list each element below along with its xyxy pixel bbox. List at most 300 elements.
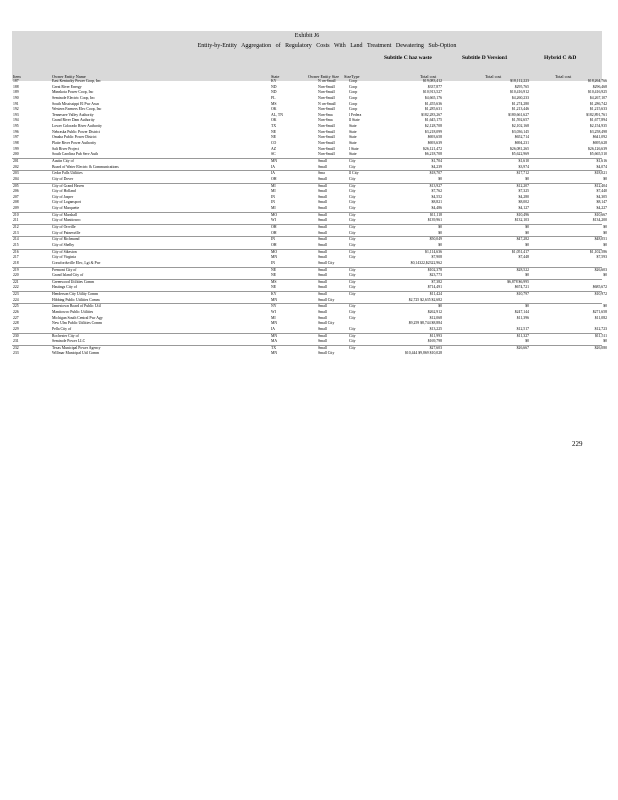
cell-cost-hybrid: $18,021 — [594, 171, 607, 176]
cell-cost-subtitle-d: $11,327 — [516, 333, 529, 338]
cell-cost-subtitle-d: $26,081,265 — [510, 146, 529, 151]
cell-size-type: City — [349, 304, 356, 309]
cell-cost-subtitle-c: $3,218,099 — [424, 129, 442, 134]
cell-entity-size: Small — [318, 242, 327, 247]
cell-owner-name: City of Sikeston — [52, 249, 77, 254]
cell-state: OH — [271, 230, 277, 235]
table-row — [12, 249, 607, 256]
cell-entity-size: Non-Small — [318, 146, 335, 151]
cell-cost-subtitle-c: $337,877 — [427, 84, 442, 89]
table-row — [12, 170, 607, 177]
cell-cost-hybrid: $10,972 — [594, 292, 607, 297]
cell-size-type: City — [349, 225, 356, 230]
subtitle-c-heading: Subtitle C haz waste — [384, 55, 432, 61]
page-number: 229 — [572, 440, 583, 448]
cell-item-number: 231 — [13, 339, 19, 344]
cell-cost-subtitle-c: $8,821 — [431, 200, 442, 205]
cell-owner-name: Jamestown Board of Public Util — [52, 304, 101, 309]
cell-item-number: 189 — [13, 90, 19, 95]
cell-cost-subtitle-d: $0 — [525, 242, 529, 247]
hybrid-heading: Hybrid C &D — [544, 55, 577, 61]
cell-size-type: State — [349, 152, 357, 157]
cell-cost-subtitle-d: $6,878 $6,995 — [507, 279, 529, 284]
cell-cost-subtitle-c: $7,382 — [431, 279, 442, 284]
cell-size-type: City — [349, 189, 356, 194]
cell-cost-hybrid: $1,616 — [596, 158, 607, 163]
cell-cost-subtitle-d: $652,714 — [514, 135, 529, 140]
cell-entity-size: Small — [318, 267, 327, 272]
cell-cost-hybrid: $0 — [603, 225, 607, 230]
cell-entity-size: Non-Small — [318, 90, 335, 95]
cell-cost-subtitle-d: $10,416,912 — [510, 90, 529, 95]
cell-owner-name: Platte River Power Authority — [52, 141, 97, 146]
cell-item-number: 232 — [13, 345, 19, 350]
cell-owner-name: City of Virginia — [52, 255, 76, 260]
cell-size-type: City — [349, 230, 356, 235]
cell-size-type: City — [349, 212, 356, 217]
cell-cost-subtitle-c: $18,707 — [429, 171, 442, 176]
cell-state: MS — [271, 279, 277, 284]
cell-cost-hybrid: $695,628 — [592, 141, 607, 146]
col-cost-hybrid: Total cost — [555, 74, 572, 79]
subtitle-d-heading: Subtitle D Version1 — [462, 55, 508, 61]
cell-item-number: 221 — [13, 279, 19, 284]
cell-cost-subtitle-d: $8,002 — [518, 200, 529, 205]
cell-owner-name: South Carolina Pub Serv Auth — [52, 152, 98, 157]
cell-cost-subtitle-d: $247,144 — [514, 309, 529, 314]
cell-cost-subtitle-d: $0 — [525, 339, 529, 344]
cell-state: KY — [271, 79, 277, 83]
cell-item-number: 215 — [13, 242, 19, 247]
cell-owner-name: Rochester City of — [52, 333, 79, 338]
cell-cost-subtitle-d: $3,036,145 — [511, 129, 529, 134]
cell-owner-name: City of Richmond — [52, 237, 80, 242]
cell-entity-size: Small — [318, 273, 327, 278]
cell-entity-size: Sma — [318, 171, 325, 176]
cell-state: MN — [271, 333, 278, 338]
cell-state: IA — [271, 164, 276, 169]
cell-entity-size: Small City — [318, 351, 335, 356]
cell-item-number: 193 — [13, 112, 19, 117]
cell-cost-hybrid: $12,404 — [594, 183, 607, 188]
cell-cost-hybrid: $0 — [603, 242, 607, 247]
cell-item-number: 187 — [13, 79, 19, 83]
cell-size-type: City — [349, 158, 356, 163]
cell-size-type: City — [349, 164, 356, 169]
cell-cost-hybrid: $271,658 — [592, 309, 607, 314]
cell-state: OH — [271, 225, 277, 230]
cell-cost-hybrid: $26,603 — [594, 267, 607, 272]
cell-item-number: 213 — [13, 230, 19, 235]
col-state: State — [271, 74, 280, 79]
cell-owner-name: Minnkota Power Coop, Inc — [52, 90, 94, 95]
cell-state: OH — [271, 242, 277, 247]
cell-cost-subtitle-c: $1,645,175 — [424, 118, 442, 123]
col-cost-c: Total cost — [420, 74, 437, 79]
cell-entity-size: Small — [318, 292, 327, 297]
cell-item-number: 198 — [13, 141, 19, 146]
cell-cost-hybrid: $4,227 — [596, 206, 607, 211]
cell-state: MI — [271, 183, 276, 188]
cell-state: MI — [271, 315, 276, 320]
cell-owner-name: Willmar Municipal Util Comm — [52, 351, 100, 356]
cell-cost-hybrid: $0 — [603, 304, 607, 309]
cell-cost-subtitle-d: $0 — [525, 225, 529, 230]
cell-item-number: 205 — [13, 183, 19, 188]
cell-item-number: 207 — [13, 194, 19, 199]
cell-owner-name: Salt River Project — [52, 146, 79, 151]
cell-cost-subtitle-d: $28,522 — [516, 267, 529, 272]
cell-size-type: City — [349, 176, 356, 181]
cell-cost-subtitle-d: $12,207 — [516, 183, 529, 188]
cell-owner-name: Austin City of — [52, 158, 74, 163]
cell-cost-subtitle-c: $0 — [438, 304, 442, 309]
cell-item-number: 230 — [13, 333, 19, 338]
cell-cost-subtitle-c: $23,773 — [429, 273, 442, 278]
cell-size-type: Coop — [349, 90, 358, 95]
cell-cost-subtitle-d: $3,974 — [518, 164, 529, 169]
cell-owner-name: Michigan South Central Pwr Agy — [52, 315, 103, 320]
cell-owner-name: East Kentucky Power Coop, Inc — [52, 79, 101, 83]
cell-state: MN — [271, 351, 278, 356]
cell-state: MA — [271, 339, 278, 344]
cell-owner-name: Texas Municipal Power Agency — [52, 345, 101, 350]
cell-owner-name: Seminole Power LLC — [52, 339, 86, 344]
cell-size-type: Coop — [349, 95, 358, 100]
cell-cost-subtitle-d: $2,102,168 — [511, 124, 529, 129]
cell-cost-hybrid: $26,080 — [594, 345, 607, 350]
cell-item-number: 201 — [13, 158, 19, 163]
cell-item-number: 222 — [13, 285, 19, 290]
cell-cost-hybrid: $1,286,742 — [589, 101, 607, 106]
cell-entity-size: Non-Small — [318, 124, 335, 129]
cell-cost-hybrid: $10,667 — [594, 212, 607, 217]
cell-item-number: 227 — [13, 315, 19, 320]
cell-size-type: City — [349, 292, 356, 297]
cell-item-number: 226 — [13, 309, 19, 314]
cell-entity-size: Small City — [318, 297, 335, 302]
cell-item-number: 233 — [13, 351, 19, 356]
cell-cost-hybrid: $4,074 — [596, 164, 607, 169]
cell-entity-size: Non-Small — [318, 107, 335, 112]
cell-cost-subtitle-c: $693,639 — [427, 141, 442, 146]
cell-cost-subtitle-d: $694,231 — [514, 141, 529, 146]
cell-size-type: State — [349, 129, 357, 134]
cell-cost-subtitle-c: $27,603 — [429, 345, 442, 350]
cell-state: MN — [271, 255, 278, 260]
cell-cost-hybrid: $1,215,633 — [589, 107, 607, 112]
cell-owner-name: Tennessee Valley Authority — [52, 112, 94, 117]
cell-item-number: 210 — [13, 212, 19, 217]
cell-size-type: City — [349, 315, 356, 320]
cell-item-number: 214 — [13, 237, 19, 242]
cell-cost-subtitle-c: $0 — [438, 176, 442, 181]
cell-cost-subtitle-c: $4,239 — [431, 164, 442, 169]
cell-cost-subtitle-c: $13,927 — [429, 183, 442, 188]
cell-cost-subtitle-c: $169,798 — [427, 339, 442, 344]
cell-entity-size: Small — [318, 285, 327, 290]
cell-cost-subtitle-c: $1,285,631 — [424, 107, 442, 112]
cell-state: IN — [271, 200, 276, 205]
cell-cost-subtitle-c: $1,455,636 — [424, 101, 442, 106]
cell-item-number: 191 — [13, 101, 19, 106]
cell-entity-size: Small City — [318, 260, 335, 265]
cell-state: NE — [271, 285, 277, 290]
cell-state: MN — [271, 158, 278, 163]
cell-item-number: 224 — [13, 297, 19, 302]
cell-size-type: Coop — [349, 79, 358, 83]
cell-cost-hybrid: $4,267,107 — [589, 95, 607, 100]
cell-state: TX — [271, 345, 277, 350]
cell-entity-size: Small — [318, 158, 327, 163]
cell-owner-name: Grand River Dam Authority — [52, 118, 95, 123]
cell-cost-subtitle-d: $47,282 — [516, 237, 529, 242]
cell-size-type: City — [349, 309, 356, 314]
cell-size-type: City — [349, 218, 356, 223]
table-row — [12, 224, 607, 231]
cell-entity-size: Non-Small — [318, 135, 335, 140]
cell-cost-subtitle-c: $9,259 $8,744 $8,884 — [408, 321, 442, 326]
cell-state: OH — [271, 176, 277, 181]
cell-cost-hybrid: $10,416,925 — [588, 90, 607, 95]
cell-cost-subtitle-c: $12,068 — [429, 315, 442, 320]
cell-item-number: 188 — [13, 84, 19, 89]
cell-state: AZ — [271, 146, 277, 151]
cell-owner-name: City of Grand Haven — [52, 183, 84, 188]
cell-size-type: City — [349, 242, 356, 247]
cell-entity-size: Small — [318, 345, 327, 350]
cell-state: WI — [271, 218, 276, 223]
cell-cost-subtitle-d: $0 — [525, 230, 529, 235]
cell-entity-size: Small — [318, 333, 327, 338]
cell-item-number: 192 — [13, 107, 19, 112]
table-header-band — [12, 31, 602, 81]
cell-item-number: 208 — [13, 200, 19, 205]
cell-cost-hybrid: $4,305 — [596, 194, 607, 199]
cell-owner-name: City of Dover — [52, 176, 74, 181]
cell-entity-size: Non-Small — [318, 84, 335, 89]
cell-owner-name: City of Manitowoc — [52, 218, 81, 223]
cell-cost-subtitle-d: $12,517 — [516, 326, 529, 331]
cell-state: NE — [271, 273, 277, 278]
cell-size-type: City — [349, 206, 356, 211]
cell-state: MI — [271, 206, 276, 211]
table-row — [12, 236, 607, 243]
cell-item-number: 203 — [13, 171, 19, 176]
cell-entity-size: Non-Sma — [318, 118, 333, 123]
cell-owner-name: City of Painesville — [52, 230, 81, 235]
cell-cost-subtitle-c: $2,725 $2,635 $2,682 — [408, 297, 442, 302]
cell-entity-size: Small — [318, 200, 327, 205]
cell-owner-name: Greenwood Utilities Comm — [52, 279, 95, 284]
cell-owner-name: Hibbing Public Utilities Comm — [52, 297, 100, 302]
cell-item-number: 196 — [13, 129, 19, 134]
cell-cost-subtitle-c: $7,762 — [431, 189, 442, 194]
cell-owner-name: City of Jasper — [52, 194, 74, 199]
col-owner: Owner Entity Name — [52, 74, 86, 79]
cell-owner-name: Henderson City Utility Comm — [52, 292, 99, 297]
cell-owner-name: City of Orrville — [52, 225, 76, 230]
cell-entity-size: Small — [318, 225, 327, 230]
cell-cost-subtitle-c: $262,912 — [427, 309, 442, 314]
cell-item-number: 197 — [13, 135, 19, 140]
cell-state: MN — [271, 297, 278, 302]
cell-owner-name: City of Marquette — [52, 206, 80, 211]
cell-cost-hybrid: $685,672 — [592, 285, 607, 290]
cell-cost-subtitle-c: $0,14322,$2322,962 — [410, 260, 442, 265]
cell-size-type: City — [349, 273, 356, 278]
cell-owner-name: Cedar Falls Utilities — [52, 171, 83, 176]
data-table — [12, 79, 607, 357]
cell-item-number: 228 — [13, 321, 19, 326]
col-item: Item — [13, 74, 21, 79]
cell-owner-name: City of Shelby — [52, 242, 75, 247]
cell-size-type: State — [349, 124, 357, 129]
cell-state: TX — [271, 124, 277, 129]
cell-cost-subtitle-d: $18,112,223 — [510, 79, 529, 83]
table-row — [12, 279, 602, 286]
cell-owner-name: New Ulm Public Utilities Comm — [52, 321, 102, 326]
cell-entity-size: Small — [318, 164, 327, 169]
cell-item-number: 212 — [13, 225, 19, 230]
cell-entity-size: Small — [318, 249, 327, 254]
cell-cost-subtitle-d: $10,797 — [516, 292, 529, 297]
cell-cost-hybrid: $296,468 — [592, 84, 607, 89]
col-size: Owner Entity Size — [308, 74, 339, 79]
cell-cost-hybrid: $3,258,498 — [589, 129, 607, 134]
cell-size-type: City — [349, 255, 356, 260]
cell-state: SC — [271, 152, 276, 157]
cell-cost-hybrid: $11,082 — [594, 315, 607, 320]
cell-cost-subtitle-d: $180,661,627 — [508, 112, 529, 117]
cell-state: IN — [271, 237, 276, 242]
cell-size-type: City — [349, 200, 356, 205]
cell-item-number: 218 — [13, 260, 19, 265]
cell-cost-hybrid: $7,440 — [596, 189, 607, 194]
cell-cost-subtitle-c: $4,665,176 — [424, 95, 442, 100]
cell-state: MO — [271, 212, 278, 217]
col-cost-d: Total cost — [485, 74, 502, 79]
cell-cost-subtitle-c: $7,908 — [431, 255, 442, 260]
cell-owner-name: Pella City of — [52, 326, 72, 331]
cell-cost-subtitle-c: $0 — [438, 242, 442, 247]
cell-owner-name: Board of Water Electric & Communications — [52, 164, 119, 169]
cell-cost-hybrid: $48,051 — [594, 237, 607, 242]
cell-size-type: l State — [349, 146, 359, 151]
cell-state: MN — [271, 321, 278, 326]
cell-entity-size: Small — [318, 315, 327, 320]
cell-cost-hybrid: $2,154,935 — [589, 124, 607, 129]
col-type: SizeType — [344, 74, 360, 79]
cell-item-number: 220 — [13, 273, 19, 278]
cell-cost-subtitle-d: $132,103 — [514, 218, 529, 223]
cell-item-number: 216 — [13, 249, 19, 254]
table-row — [12, 351, 602, 357]
cell-cost-subtitle-d: $26,667 — [516, 345, 529, 350]
cell-state: AL, TN — [271, 112, 283, 117]
cell-item-number: 225 — [13, 304, 19, 309]
cell-entity-size: Small — [318, 212, 327, 217]
cell-size-type: City — [349, 285, 356, 290]
cell-entity-size: Non-Sma — [318, 112, 333, 117]
cell-owner-name: City of Marshall — [52, 212, 78, 217]
cell-cost-hybrid: $0 — [603, 230, 607, 235]
cell-size-type: l Federa — [349, 112, 362, 117]
cell-cost-subtitle-c: $26,121,472 — [423, 146, 442, 151]
cell-state: MI — [271, 189, 276, 194]
cell-owner-name: Crawfordsville Elec, Lgt & Pwr — [52, 260, 101, 265]
cell-item-number: 229 — [13, 326, 19, 331]
cell-entity-size: Small — [318, 218, 327, 223]
cell-state: IA — [271, 171, 276, 176]
cell-cost-subtitle-c: $6,218,708 — [424, 152, 442, 157]
cell-cost-subtitle-d: $4,280 — [518, 194, 529, 199]
cell-size-type: City — [349, 267, 356, 272]
cell-cost-hybrid: $0 — [603, 339, 607, 344]
cell-entity-size: Small — [318, 230, 327, 235]
cell-cost-subtitle-c: $4,486 — [431, 206, 442, 211]
cell-size-type: ll State — [349, 118, 360, 123]
cell-item-number: 200 — [13, 152, 19, 157]
cell-item-number: 195 — [13, 124, 19, 129]
cell-cost-subtitle-c: $13,225 — [429, 326, 442, 331]
exhibit-title: Entity-by-Entity Aggregation of Regulatory Costs With Land Treatment Dewatering Sub-Option — [197, 43, 457, 49]
cell-size-type: City — [349, 183, 356, 188]
table-row — [12, 345, 607, 352]
cell-entity-size: Small — [318, 255, 327, 260]
cell-size-type: City — [349, 339, 356, 344]
cell-owner-name: Grand Island City of — [52, 273, 84, 278]
cell-entity-size: Small — [318, 309, 327, 314]
cell-cost-hybrid: $1,677,894 — [589, 118, 607, 123]
cell-entity-size: Small — [318, 206, 327, 211]
cell-owner-name: Great River Energy — [52, 84, 82, 89]
cell-entity-size: Small — [318, 189, 327, 194]
cell-cost-subtitle-d: $4,260,233 — [511, 95, 529, 100]
cell-cost-hybrid: $7,593 — [596, 255, 607, 260]
cell-cost-subtitle-c: $10,444 $9,869 $10,028 — [404, 351, 442, 356]
cell-cost-subtitle-d: $0 — [525, 304, 529, 309]
cell-state: NE — [271, 267, 277, 272]
cell-cost-hybrid: $641,092 — [592, 135, 607, 140]
cell-entity-size: N on-Small — [318, 101, 336, 106]
cell-entity-size: Non-Small — [318, 129, 335, 134]
cell-state: CO — [271, 141, 277, 146]
cell-cost-subtitle-c: $11,118 — [429, 212, 442, 217]
cell-state: NY — [271, 304, 277, 309]
table-row — [12, 158, 607, 165]
cell-cost-subtitle-d: $5,622,969 — [511, 152, 529, 157]
cell-state: ND — [271, 90, 277, 95]
cell-cost-subtitle-c: $19,083,412 — [423, 79, 442, 83]
cell-state: FL — [271, 95, 276, 100]
cell-entity-size: Small — [318, 176, 327, 181]
cell-size-type: State — [349, 141, 357, 146]
cell-cost-subtitle-c: $11,424 — [429, 292, 442, 297]
cell-cost-hybrid: $26,126,639 — [588, 146, 607, 151]
cell-entity-size: Non-Small — [318, 152, 335, 157]
cell-size-type: City — [349, 345, 356, 350]
cell-cost-hybrid: $1,102,586 — [589, 249, 607, 254]
cell-state: IN — [271, 260, 276, 265]
cell-entity-size: Non-Small — [318, 141, 335, 146]
cell-cost-subtitle-d: $7,448 — [518, 255, 529, 260]
cell-entity-size: Small — [318, 326, 327, 331]
table-row — [12, 183, 607, 190]
cell-owner-name: Seminole Electric Coop, Inc — [52, 95, 96, 100]
cell-cost-subtitle-c: $0 — [438, 225, 442, 230]
cell-cost-hybrid: $0 — [603, 176, 607, 181]
